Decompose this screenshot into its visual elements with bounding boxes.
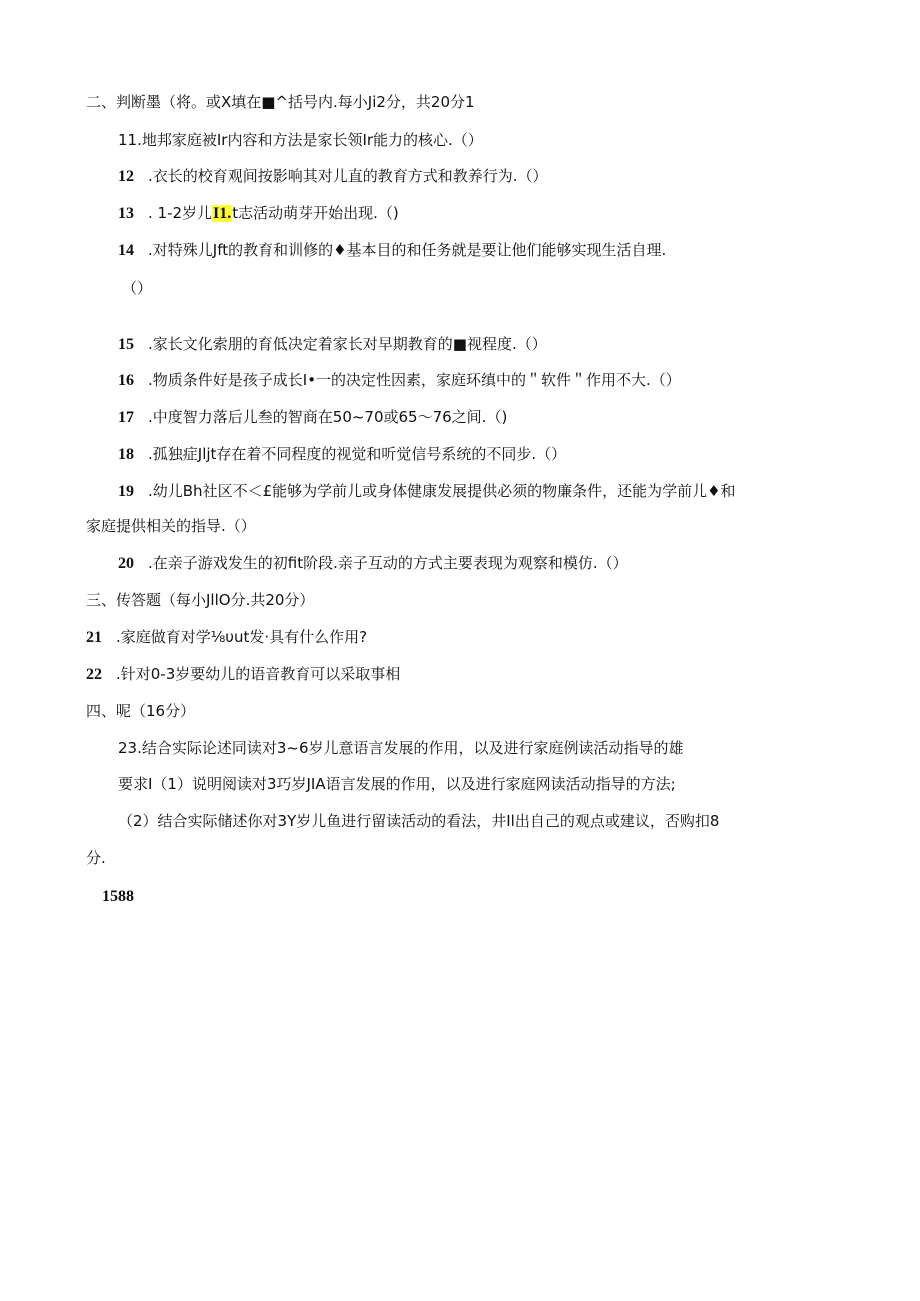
item-15	[118, 334, 547, 355]
item-12	[118, 166, 548, 187]
section4-title: 四、呢（16分）	[86, 702, 196, 720]
item-text: .孤独症Jljt存在着不同程度的视觉和听觉信号系统的不同步.（）	[148, 445, 567, 463]
item-19	[118, 481, 736, 502]
item-text: .衣长的校育观间按影响其对儿直的教育方式和教养行为.（）	[148, 167, 548, 185]
item-19-continuation: 家庭提供相关的指导.（）	[86, 517, 256, 535]
item-number: 16	[118, 372, 134, 389]
item-11-text: 11.地邦家庭被Ir内容和方法是家长领Ir能力的核心.（）	[118, 131, 483, 149]
item-number: 18	[118, 446, 134, 463]
item-number: 20	[118, 555, 134, 572]
item-number: 22	[86, 666, 102, 683]
item-18	[118, 444, 566, 465]
item-text: .家长文化索朋的育低决定着家长对早期教育的■视程度.（）	[148, 335, 547, 353]
item-text: .在亲子游戏发生的初fit阶段.亲子互动的方式主要表现为观察和模仿.（）	[148, 554, 628, 572]
highlighted-text: I1.	[213, 205, 232, 222]
item-17	[118, 407, 507, 428]
requirement-1: 要求I（1）说明阅读对3巧岁JIA语言发展的作用，以及进行家庭网读活动指导的方法;	[118, 775, 676, 793]
item-text: .对特殊儿Jft的教育和训修的♦基本目的和任务就是要让他们能够实现生活自理.	[148, 241, 667, 259]
item-14	[118, 240, 666, 261]
section3-title: 三、传答题（每小JllO分.共20分）	[86, 591, 315, 609]
page-number: 1588	[102, 888, 134, 905]
item-22	[86, 664, 400, 685]
item-text-b: t志活动萌芽开始出现.（)	[232, 204, 399, 222]
item-text-a: . 1-2岁儿	[148, 204, 213, 222]
item-number: 13	[118, 205, 134, 222]
item-16	[118, 370, 681, 391]
item-number: 19	[118, 483, 134, 500]
item-text: .物质条件好是孩子成长I•一的决定性因素，家庭环缜中的＂软件＂作用不大.（）	[148, 371, 681, 389]
item-number: 12	[118, 168, 134, 185]
item-13	[118, 203, 399, 224]
requirement-2-continuation: 分.	[86, 849, 106, 867]
item-number: 17	[118, 409, 134, 426]
requirement-2: （2）结合实际储述你对3Y岁儿鱼进行留读活动的看法，井Il出自己的观点或建议，否购扣8	[118, 812, 720, 830]
item-text: .幼儿Bh社区不＜£能够为学前儿或身体健康发展提供必须的物廉条件，还能为学前儿♦和	[148, 482, 736, 500]
item-text: .中度智力落后儿叁的智商在50~70或65～76之间.（)	[148, 408, 508, 426]
item-text: .家庭做育对学⅛υut发·具有什么作用?	[116, 628, 368, 646]
item-number: 14	[118, 242, 134, 259]
item-11	[118, 130, 483, 150]
item-number: 21	[86, 629, 102, 646]
item-number: 15	[118, 336, 134, 353]
question-23: 23.结合实际论述同读对3~6岁儿意语言发展的作用，以及进行家庭例读活动指导的雄	[118, 739, 684, 757]
section2-title: 二、判断墨（将。或X填在■^括号内.每小Ji2分，共20分1	[86, 93, 475, 111]
item-text: .针对0-3岁要幼儿的语音教育可以采取事相	[116, 665, 401, 683]
item-21	[86, 627, 367, 648]
item-14-continuation: （）	[122, 279, 153, 297]
item-20	[118, 553, 628, 574]
